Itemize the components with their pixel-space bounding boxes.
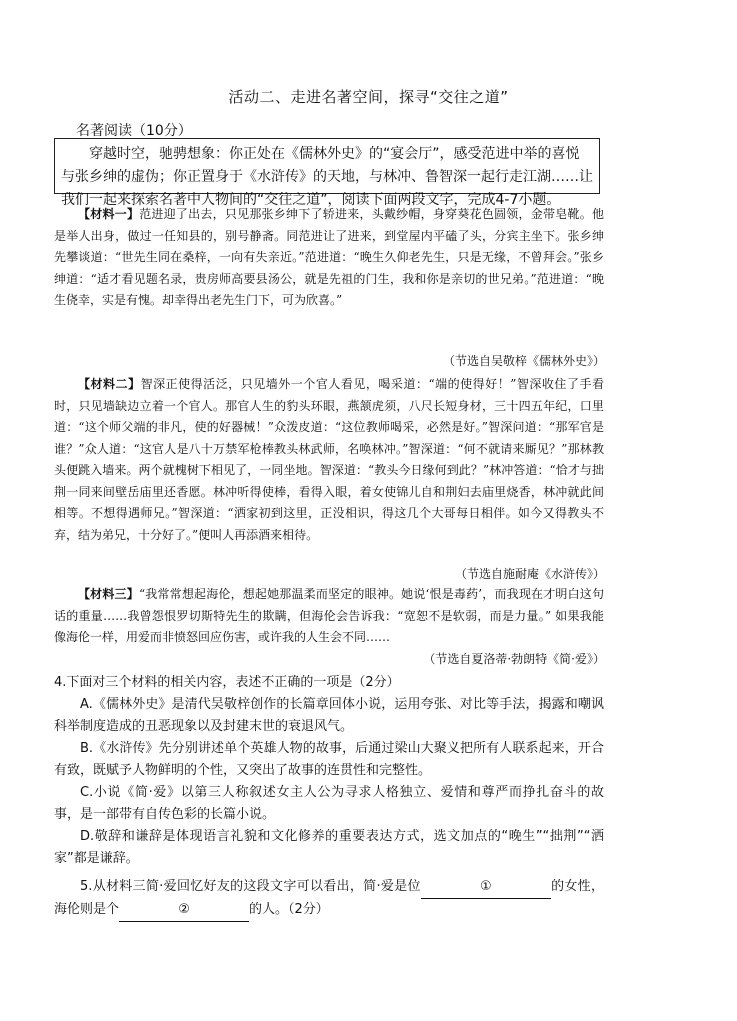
question-4-option-a: A.《儒林外史》是清代吴敬梓创作的长篇章回体小说，运用夸张、对比等手法，揭露和嘲讽科举制度造成的丑恶现象以及封建末世的衰退风气。: [54, 697, 604, 734]
question-4-option-d: D.敬辞和谦辞是体现语言礼貌和文化修养的重要表达方式，选文加点的“晚生”“拙荆”“洒家”都是谦辞。: [54, 829, 604, 866]
material-two-source: （节选自施耐庵《水浒传》）: [454, 567, 605, 581]
material-three-text: “我常常想起海伦，想起她那温柔而坚定的眼神。她说‘恨是毒药’，而我现在才明白这句话的重量……我曾怨恨罗切斯特先生的欺瞒，但海伦会告诉我：“宽恕不是软弱，而是力量。” 如果我能像海伦一样，用爱而非愤怒回应伤害，或许我的人生会不同……: [54, 587, 604, 644]
question-4-option-c: C.小说《简·爱》以第三人称叙述女主人公为寻求人格独立、爱情和尊严而挣扎奋斗的故事，是一部带有自传色彩的长篇小说。: [54, 785, 604, 822]
material-two-text: 智深正使得活泛，只见墙外一个官人看见，喝采道：“端的使得好！”智深收住了手看时，只见墙缺边立着一个官人。那官人生的豹头环眼，燕颔虎须，八尺长短身材，三十四五年纪，口里道：“这个师父端的非凡，使的好器械！”众泼皮道：“这位教师喝采，必然是好。”智深问道：“那军官是谁？”众人道：“这官人是八十万禁军枪棒教头林武师，名唤林冲。”智深道：“何不就请来厮见？”那林教头便跳入墙来。两个就槐树下相见了，一同坐地。智深道：“教头今日缘何到此？”林冲答道：“恰才与拙荆一同来间壁岳庙里还香愿。林冲听得使棒，看得入眼，着女使锦儿自和荆妇去庙里烧香，林冲就此间相等。不想得遇师兄。”智深道：“洒家初到这里，正没相识，得这几个大哥每日相伴。如今又得教头不弃，结为弟兄，十分好了。”便叫人再添酒来相待。: [54, 377, 604, 542]
question-4-stem: 4.下面对三个材料的相关内容，表述不正确的一项是（2分）: [54, 675, 400, 690]
material-one-label: 【材料一】: [78, 207, 140, 221]
material-two: [54, 374, 604, 546]
intro-box: 穿越时空，驰骋想象：你正处在《儒林外史》的“宴会厅”，感受范进中举的喜悦与张乡绅的虚伪；你正置身于《水浒传》的天地，与林冲、鲁智深一起行走江湖……让我们一起来探索名著中人物间的“交往之道”，阅读下面两段文字，完成4-7小题。: [54, 138, 600, 194]
question-5-blank-1[interactable]: ①: [421, 876, 551, 899]
material-two-label: 【材料二】: [78, 377, 141, 391]
question-5-part3: 的人。（2分）: [249, 902, 329, 917]
question-5-blank-2[interactable]: ②: [119, 899, 249, 922]
material-three: [54, 584, 604, 649]
material-three-label: 【材料三】: [78, 587, 139, 601]
question-5: [54, 876, 604, 922]
material-one-source: （节选自吴敬梓《儒林外史》）: [442, 354, 605, 368]
question-5-part1: 5.从材料三简·爱回忆好友的这段文字可以看出，简·爱是位: [80, 879, 421, 894]
section-label: 名著阅读（10分）: [76, 123, 192, 139]
material-three-source: （节选自夏洛蒂·勃朗特《简·爱》）: [423, 652, 605, 666]
activity-heading: 活动二、走进名著空间，探寻“交往之道”: [228, 88, 509, 106]
question-4: [54, 672, 604, 870]
material-one: [54, 204, 604, 312]
material-one-text: 范进迎了出去，只见那张乡绅下了轿进来，头戴纱帽，身穿葵花色圆领，金带皂靴。他是举人出身，做过一任知县的，别号静斋。同范进让了进来，到堂屋内平磕了头，分宾主坐下。张乡绅先攀谈道：“世先生同在桑梓，一向有失亲近。”范进道：“晚生久仰老先生，只是无缘，不曾拜会。”张乡绅道：“适才看见题名录，贵房师高要县汤公，就是先祖的门生，我和你是亲切的世兄弟。”范进道：“晚生侥幸，实是有愧。却幸得出老先生门下，可为欣喜。”: [54, 207, 604, 307]
question-5-part2: 的女性，海伦则是个: [54, 879, 604, 917]
question-4-option-b: B.《水浒传》先分别讲述单个英雄人物的故事，后通过梁山大聚义把所有人联系起来，开合有致，既赋予人物鲜明的个性，又突出了故事的连贯性和完整性。: [54, 741, 604, 778]
